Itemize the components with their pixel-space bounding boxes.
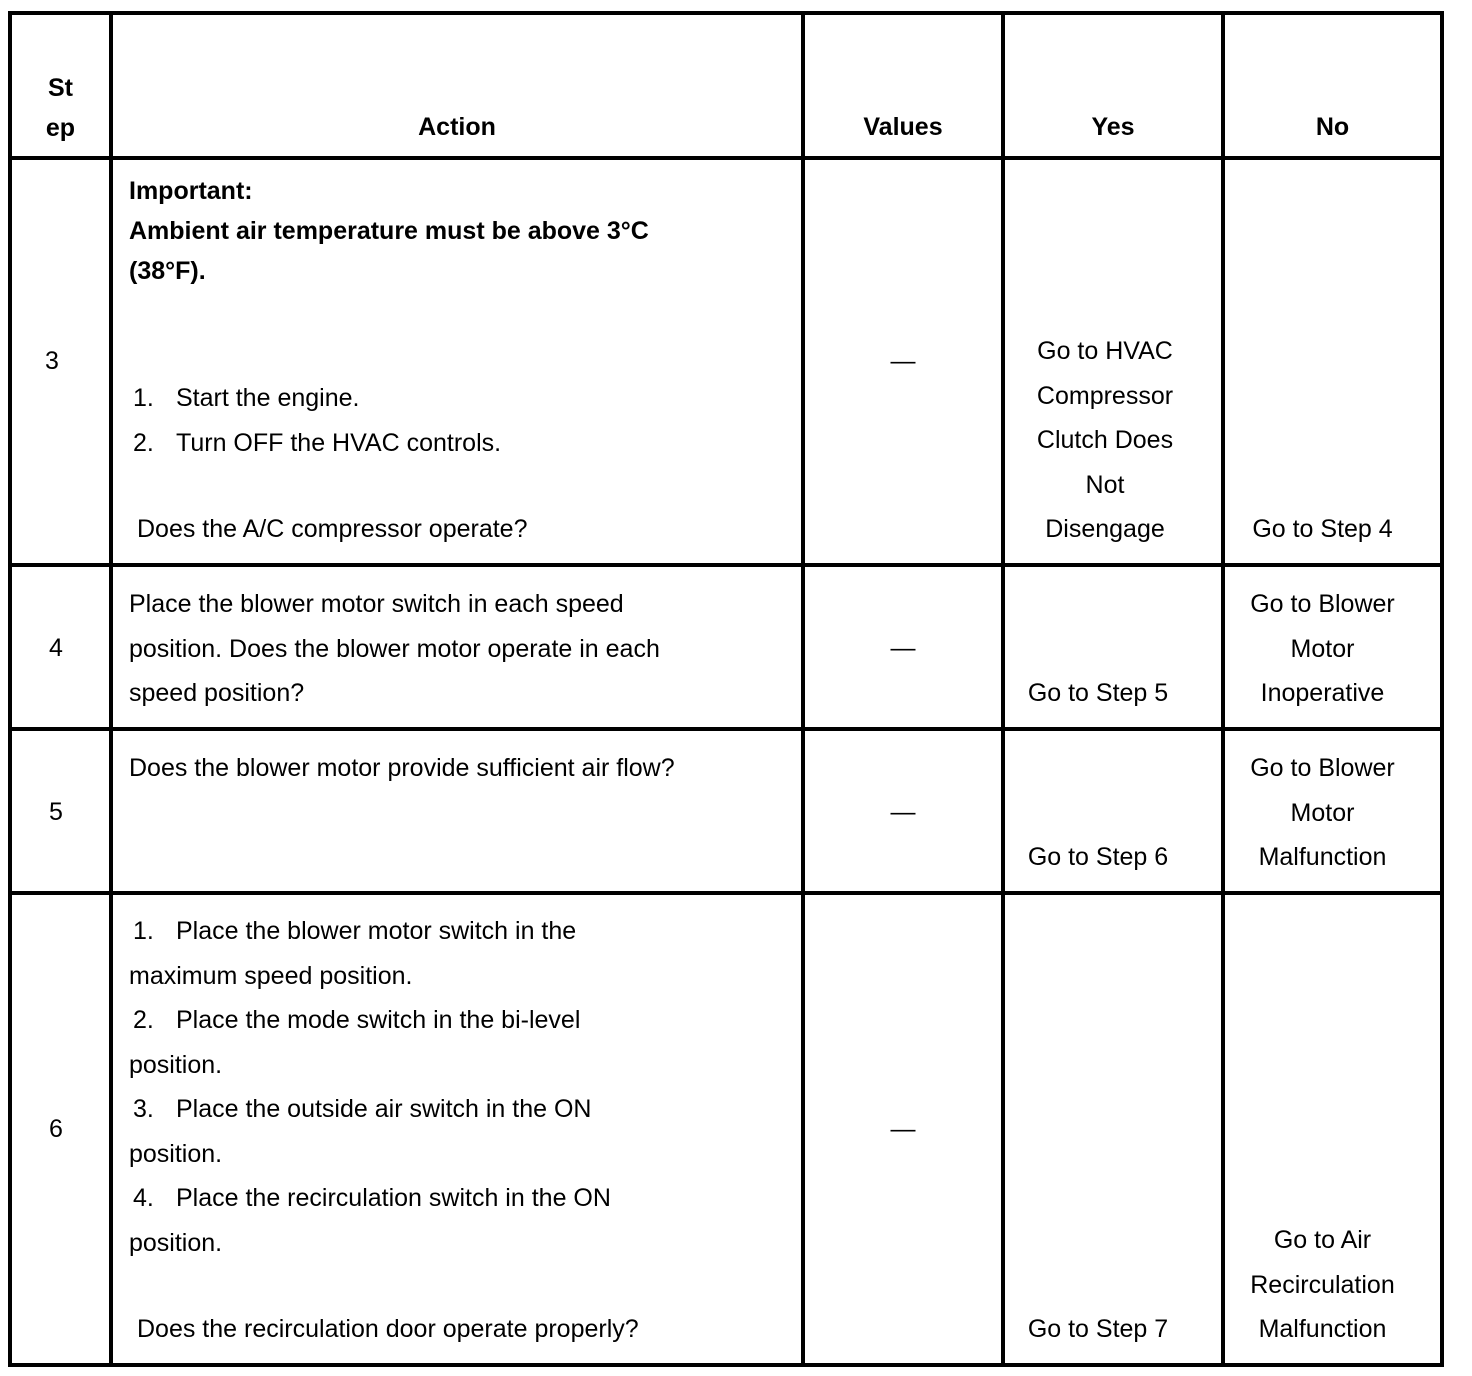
action-line: Does the blower motor provide sufficient air flow?	[129, 754, 675, 782]
column-divider	[801, 11, 805, 1367]
column-divider	[109, 11, 113, 1367]
yes-line: Go to Step 5	[1027, 679, 1169, 707]
table-border-bottom	[8, 1363, 1444, 1367]
list-text-continued: position.	[129, 1228, 223, 1257]
yes-line: Clutch Does	[1036, 426, 1174, 454]
list-text-continued: position.	[129, 1139, 223, 1168]
action-cell	[129, 582, 801, 716]
yes-line: Go to Step 7	[1027, 1315, 1169, 1343]
action-line: position. Does the blower motor operate in each	[129, 634, 660, 663]
values-cell: —	[890, 347, 916, 375]
yes-cell	[1005, 329, 1205, 552]
table-border-left	[8, 11, 12, 1367]
yes-line: Compressor	[1036, 381, 1174, 410]
step-number: 5	[49, 798, 63, 826]
row-divider	[8, 891, 1444, 895]
values-cell: —	[890, 798, 916, 826]
important-note-line2: (38°F).	[129, 257, 206, 285]
yes-cell	[1005, 1307, 1191, 1352]
values-cell: —	[890, 1115, 916, 1143]
action-line: speed position?	[129, 679, 305, 707]
header-step-line2: ep	[45, 114, 76, 142]
header-divider	[8, 156, 1444, 160]
header-step-line1: St	[48, 74, 73, 102]
step-number: 3	[45, 347, 59, 375]
no-line: Recirculation	[1250, 1270, 1395, 1299]
yes-cell	[1005, 835, 1191, 880]
no-line: Motor	[1290, 798, 1355, 827]
list-number: 1.	[133, 917, 154, 945]
yes-line: Go to Step 6	[1027, 843, 1169, 871]
no-cell	[1225, 507, 1420, 552]
header-values: Values	[863, 113, 943, 141]
header-step	[12, 68, 109, 148]
yes-line: Go to HVAC	[1037, 337, 1173, 365]
table-border-top	[8, 11, 1444, 15]
header-no: No	[1315, 113, 1350, 141]
action-cell	[129, 746, 801, 791]
no-cell	[1225, 582, 1420, 716]
list-number: 4.	[133, 1184, 154, 1212]
list-item	[129, 998, 801, 1087]
row-divider	[8, 563, 1444, 567]
no-line: Inoperative	[1260, 679, 1385, 707]
list-number: 1.	[133, 384, 154, 412]
no-cell	[1225, 1218, 1420, 1352]
list-item	[129, 1087, 801, 1176]
list-text-continued: maximum speed position.	[129, 961, 413, 990]
list-text-continued: position.	[129, 1050, 223, 1079]
list-text: Place the outside air switch in the ON	[176, 1095, 592, 1123]
action-question: Does the recirculation door operate properly?	[137, 1315, 639, 1343]
important-note-line1: Ambient air temperature must be above 3°C	[129, 217, 649, 245]
no-line: Motor	[1290, 634, 1355, 663]
header-action: Action	[418, 113, 496, 141]
no-line: Go to Blower	[1250, 754, 1395, 782]
yes-line: Disengage	[1045, 515, 1165, 543]
action-cell	[129, 171, 801, 291]
list-item	[129, 909, 801, 998]
no-line: Go to Air	[1273, 1226, 1372, 1254]
list-text: Start the engine.	[176, 384, 360, 412]
table-border-right	[1440, 11, 1444, 1367]
yes-cell	[1005, 671, 1191, 716]
no-line: Malfunction	[1258, 1315, 1387, 1343]
action-steps	[129, 909, 801, 1265]
list-number: 3.	[133, 1095, 154, 1123]
list-number: 2.	[133, 1006, 154, 1034]
values-cell: —	[890, 634, 916, 662]
action-line: Place the blower motor switch in each speed	[129, 590, 624, 618]
no-line: Malfunction	[1258, 843, 1387, 871]
row-divider	[8, 727, 1444, 731]
no-line: Go to Blower	[1250, 590, 1395, 618]
step-number: 6	[49, 1115, 63, 1143]
list-item	[129, 421, 801, 466]
header-yes: Yes	[1091, 113, 1135, 141]
no-cell	[1225, 746, 1420, 880]
no-line: Go to Step 4	[1252, 515, 1393, 543]
list-text: Turn OFF the HVAC controls.	[176, 428, 502, 457]
list-text: Place the recirculation switch in the ON	[176, 1184, 611, 1212]
list-text: Place the blower motor switch in the	[176, 917, 577, 945]
list-text: Place the mode switch in the bi-level	[176, 1006, 581, 1034]
yes-line: Not	[1085, 470, 1125, 499]
important-label: Important:	[129, 177, 253, 205]
action-question: Does the A/C compressor operate?	[137, 515, 528, 543]
list-number: 2.	[133, 428, 154, 457]
list-item	[129, 376, 801, 421]
diagnostic-table	[8, 11, 1444, 1367]
step-number: 4	[49, 634, 63, 662]
action-steps	[129, 376, 801, 465]
list-item	[129, 1176, 801, 1265]
